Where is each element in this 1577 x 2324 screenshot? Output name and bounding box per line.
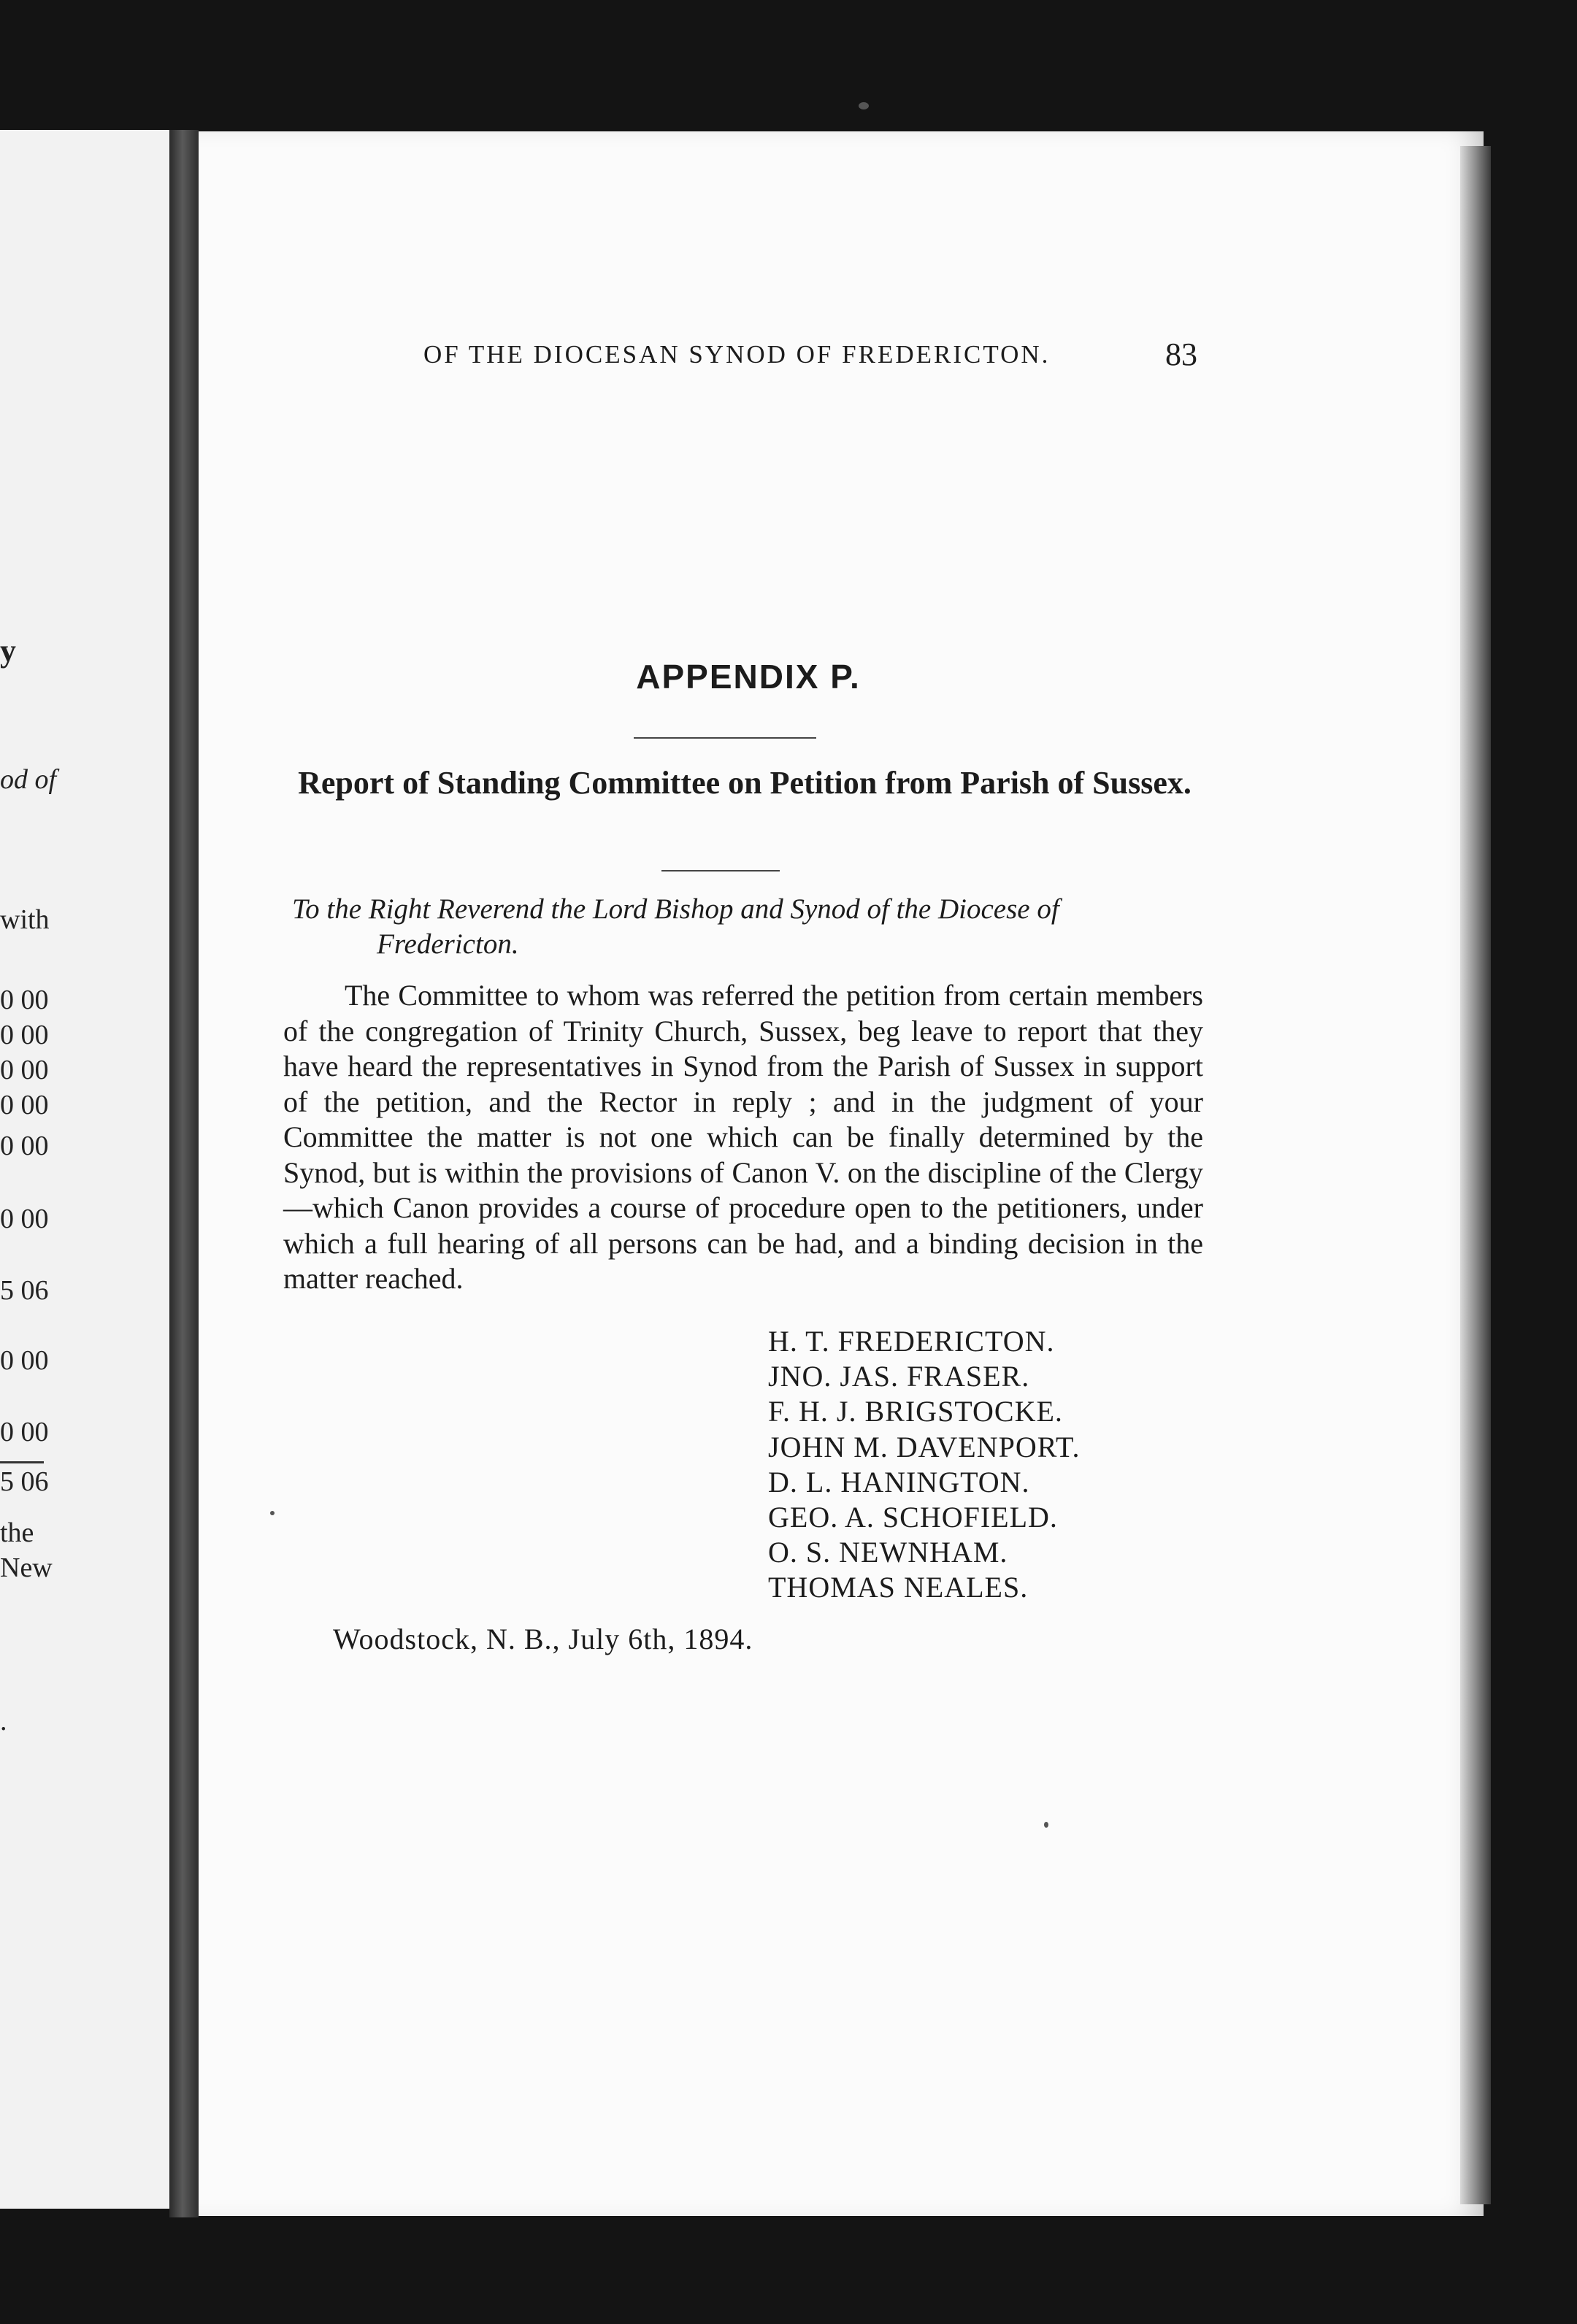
running-head: OF THE DIOCESAN SYNOD OF FREDERICTON. [423, 340, 1051, 369]
title-separator-rule [634, 737, 816, 739]
left-amount: 5 06 [0, 1466, 49, 1497]
date-line: Woodstock, N. B., July 6th, 1894. [333, 1623, 753, 1655]
signatory: JOHN M. DAVENPORT. [768, 1430, 1081, 1463]
left-fragment-new: New [0, 1552, 53, 1583]
left-fragment-y: y [0, 633, 16, 669]
left-fragment-with: with [0, 904, 50, 935]
left-sum-rule [0, 1461, 44, 1463]
signatory: F. H. J. BRIGSTOCKE. [768, 1395, 1063, 1428]
left-amount: 0 00 [0, 1417, 49, 1447]
signatory: THOMAS NEALES. [768, 1571, 1029, 1604]
appendix-title: APPENDIX P. [636, 658, 861, 696]
signatory: O. S. NEWNHAM. [768, 1536, 1008, 1569]
left-amount: 0 00 [0, 985, 49, 1015]
page-edge-shadow [1460, 146, 1491, 2204]
signatory: H. T. FREDERICTON. [768, 1325, 1055, 1358]
left-amount: 0 00 [0, 1204, 49, 1234]
previous-page-fragment [0, 130, 169, 2209]
left-amount: 0 00 [0, 1020, 49, 1050]
left-fragment-end-mark: . [0, 1706, 7, 1736]
left-amount: 0 00 [0, 1345, 49, 1376]
page-number: 83 [1165, 336, 1197, 372]
left-amount: 0 00 [0, 1131, 49, 1161]
report-body: The Committee to whom was referred the petition from certain members of the congregation of Trinity Church, Sussex, beg leave to report that they have heard the representatives in Synod from the Parish of Sussex in support of the petition, and the Rector in reply ; and in the judgment of your Committee the matter is not one which can be finally determined by the Synod, but is within the provisions of Canon V. on the discipline of the Clergy—which Canon provides a course of procedure open to the petitioners, under which a full hearing of all persons can be had, and a binding decision in the matter reached. [283, 979, 1203, 1295]
left-amount: 0 00 [0, 1055, 49, 1085]
address-line-1: To the Right Reverend the Lord Bishop and Synod of the Diocese of [292, 893, 1059, 925]
signatory: JNO. JAS. FRASER. [768, 1360, 1030, 1393]
book-gutter [169, 130, 199, 2217]
signatory: D. L. HANINGTON. [768, 1465, 1030, 1498]
scan-speck [1044, 1822, 1048, 1828]
signatory: GEO. A. SCHOFIELD. [768, 1501, 1058, 1534]
scan-speck [859, 102, 869, 109]
signatory-list [768, 1324, 1081, 1606]
address-to-bishop [292, 892, 1203, 962]
left-amount: 5 06 [0, 1275, 49, 1306]
report-separator-rule [661, 870, 780, 872]
report-title: Report of Standing Committee on Petition from Parish of Sussex. [298, 765, 1192, 801]
address-line-2: Fredericton. [377, 928, 519, 960]
scan-speck [270, 1511, 275, 1515]
left-fragment-the: the [0, 1517, 34, 1548]
left-fragment-od-of: od of [0, 764, 57, 795]
left-amount: 0 00 [0, 1090, 49, 1120]
